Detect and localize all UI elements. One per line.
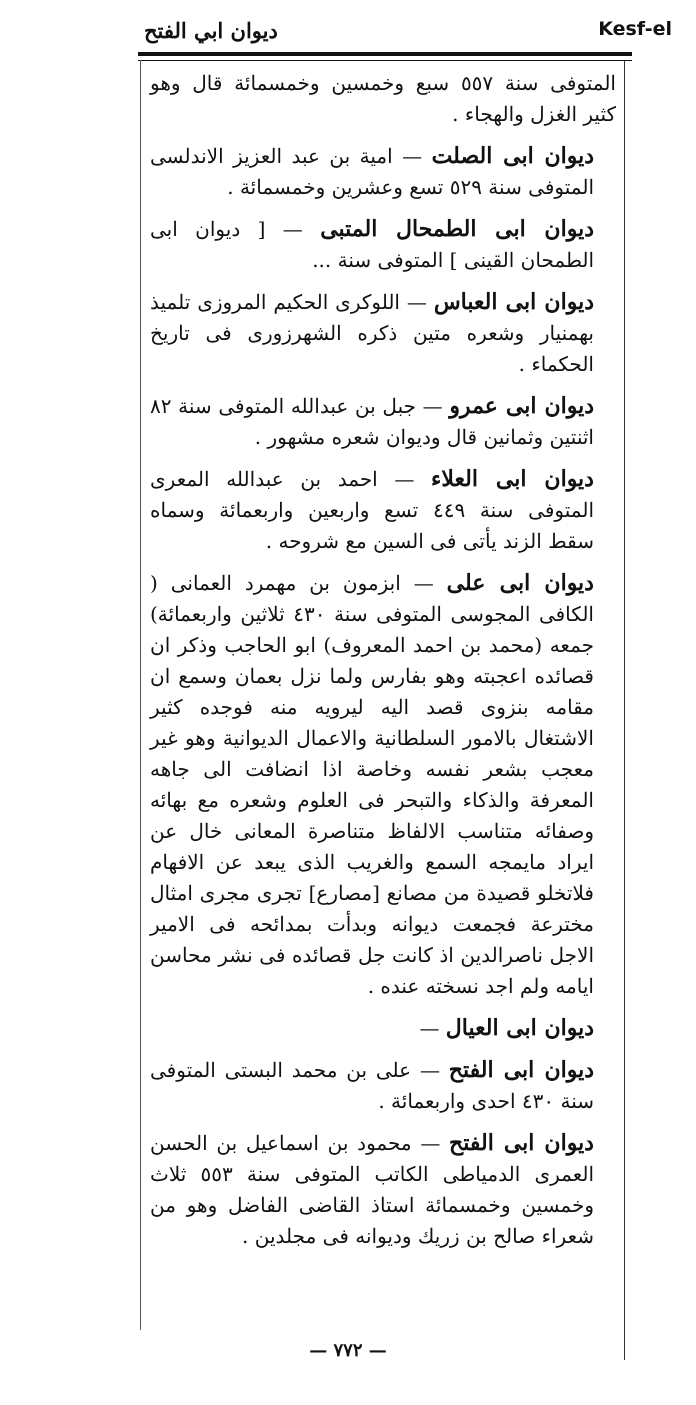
- entry-body: المتوفى سنة ٥٥٧ سبع وخمسين وخمسمائة قال وهو كثير الغزل والهجاء .: [150, 71, 616, 126]
- entry: [150, 214, 616, 276]
- entry: [150, 1013, 616, 1044]
- main-text: [150, 68, 616, 1263]
- entry-head: ديوان ابى الطمحال المتبى: [320, 216, 594, 242]
- entry-body: — امية بن عبد العزيز الاندلسى المتوفى سنة ٥٢٩ تسع وعشرين وخمسمائة .: [150, 144, 594, 199]
- entry: [150, 1055, 616, 1117]
- entry: [150, 391, 616, 453]
- entry-continuation: [150, 68, 616, 130]
- entry: [150, 141, 616, 203]
- entry-head: ديوان ابى على: [446, 570, 594, 596]
- entry-body: — جبل بن عبدالله المتوفى سنة ٨٢ اثنتين وثمانين قال وديوان شعره مشهور .: [150, 394, 594, 449]
- entry-head: ديوان ابى الصلت: [431, 143, 594, 169]
- running-head: Kesf-el: [598, 18, 672, 40]
- entry-head: ديوان ابى العباس: [433, 289, 594, 315]
- column-rule-right: [624, 60, 625, 1360]
- entry-head: ديوان ابى عمرو: [449, 393, 594, 419]
- entry-body: — اللوكرى الحكيم المروزى تلميذ بهمنيار وشعره متين ذكره الشهرزورى فى تاريخ الحكماء .: [150, 290, 594, 376]
- entry: [150, 287, 616, 380]
- entry-body: — محمود بن اسماعيل بن الحسن العمرى الدمياطى الكاتب المتوفى سنة ٥٥٣ ثلاث وخمسين وخمسمائة استاذ القاضى الفاضل وهو من شعراء صالح بن زريك وديوانه فى مجلدين .: [150, 1131, 594, 1248]
- entry: [150, 568, 616, 1002]
- entry-body: — [ ديوان ابى الطمحان القينى ] المتوفى سنة ...: [150, 217, 594, 272]
- column-rule-left: [140, 60, 141, 1330]
- header-rule-thin: [138, 60, 632, 61]
- entry-head: ديوان ابى العلاء: [431, 466, 594, 492]
- entry-head: ديوان ابى الفتح: [449, 1130, 594, 1156]
- entry-body: —: [419, 1016, 446, 1040]
- entry-body: — احمد بن عبدالله المعرى المتوفى سنة ٤٤٩ تسع واربعين واربعمائة وسماه سقط الزند يأتى فى السين مع شروحه .: [150, 467, 594, 553]
- entry-head: ديوان ابى الفتح: [448, 1057, 594, 1083]
- entry-body: — على بن محمد البستى المتوفى سنة ٤٣٠ احدى واربعمائة .: [150, 1058, 594, 1113]
- entry-body: — ابزمون بن مهمرد العمانى ( الكافى المجوسى المتوفى سنة ٤٣٠ ثلاثين واربعمائة) جمعه (محمد بن احمد المعروف) ابو الحاجب وذكر ان قصائده اعجبته وهو بفارس ولما نزل بعمان وسمع ان مقامه بنزوى قصد اليه ليرويه منه فوجده كثير الاشتغال بالامور السلطانية والاعمال الديوانية وهو غير معجب بشعر نفسه وخاصة اذا انضافت الى جاهه المعرفة والذكاء والتبحر فى العلوم وشعره مع بهائه وصفائه متناسب الالفاظ متناصرة المعانى خال عن ايراد مايمجه السمع والغريب الذى يبعد عن الافهام فلاتخلو قصيدة من مصانع [مصارع] تجرى مجرى امثال مخترعة فجمعت ديوانه وبدأت بمدائحه فى الامير الاجل ناصرالدين اذ كانت جل قصائده فى نشر محاسن ايامه ولم اجد نسخته عنده .: [150, 571, 594, 998]
- page-header: [138, 18, 672, 46]
- running-title: ديوان ابي الفتح: [144, 18, 278, 43]
- entry: [150, 1128, 616, 1252]
- entry-head: ديوان ابى العيال: [445, 1015, 594, 1041]
- header-rule-thick: [138, 52, 632, 56]
- entry: [150, 464, 616, 557]
- page-number: — ٧٧٢ —: [309, 1340, 387, 1361]
